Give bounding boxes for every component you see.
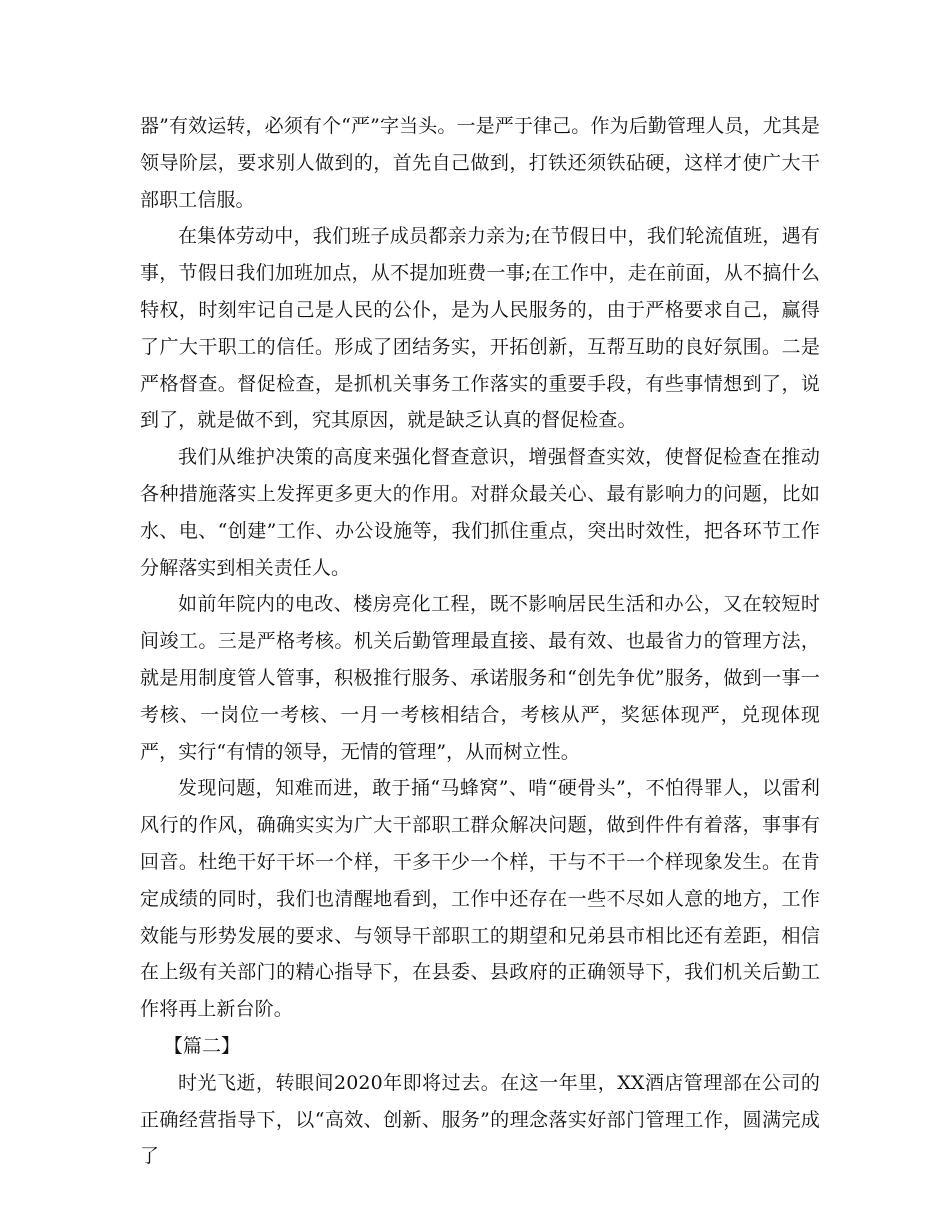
paragraph-6: 时光飞逝，转眼间2020年即将过去。在这一年里，XX酒店管理部在公司的正确经营指导下，以“高效、创新、服务”的理念落实好部门管理工作，圆满完成了 — [140, 1071, 820, 1168]
paragraph-3: 我们从维护决策的高度来强化督查意识，增强督查实效，使督促检查在推动各种措施落实上发挥更多更大的作用。对群众最关心、最有影响力的问题，比如水、电、“创建”工作、办公设施等，我们抓住重点，突出时效性，把各环节工作分解落实到相关责任人。 — [140, 446, 820, 579]
paragraph-5: 发现问题，知难而进，敢于捅“马蜂窝”、啃“硬骨头”，不怕得罪人，以雷利风行的作风，确确实实为广大干部职工群众解决问题，做到件件有着落，事事有回音。杜绝干好干坏一个样，干多干少一个样，干与不干一个样现象发生。在肯定成绩的同时，我们也清醒地看到，工作中还存在一些不尽如人意的地方，工作效能与形势发展的要求、与领导干部职工的期望和兄弟县市相比还有差距，相信在上级有关部门的精心指导下，在县委、县政府的正确领导下，我们机关后勤工作将再上新台阶。 — [140, 777, 820, 1021]
paragraph-4: 如前年院内的电改、楼房亮化工程，既不影响居民生活和办公，又在较短时间竣工。三是严格考核。机关后勤管理最直接、最有效、也最省力的管理方法，就是用制度管人管事，积极推行服务、承诺服务和“创先争优”服务，做到一事一考核、一岗位一考核、一月一考核相结合，考核从严，奖惩体现严，兑现体现严，实行“有情的领导，无情的管理”，从而树立性。 — [140, 593, 820, 763]
paragraph-1: 器”有效运转，必须有个“严”字当头。一是严于律己。作为后勤管理人员，尤其是领导阶层，要求别人做到的，首先自己做到，打铁还须铁砧硬，这样才使广大干部职工信服。 — [140, 115, 820, 211]
paragraph-2: 在集体劳动中，我们班子成员都亲力亲为;在节假日中，我们轮流值班，遇有事，节假日我们加班加点，从不提加班费一事;在工作中，走在前面，从不搞什么特权，时刻牢记自己是人民的公仆，是为人民服务的，由于严格要求自己，赢得了广大干职工的信任。形成了团结务实，开拓创新，互帮互助的良好氛围。二是严格督查。督促检查，是抓机关事务工作落实的重要手段，有些事情想到了，说到了，就是做不到，究其原因，就是缺乏认真的督促检查。 — [140, 225, 820, 432]
section-heading: 【篇二】 — [163, 1034, 241, 1057]
